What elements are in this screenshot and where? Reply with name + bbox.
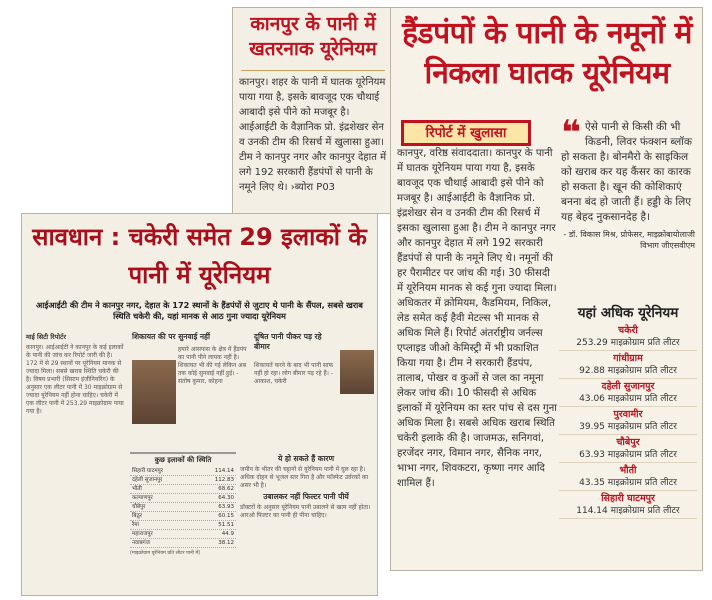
value-cell: 114.14 <box>214 468 234 474</box>
area-name: पुरवामीर <box>613 409 643 420</box>
main-body-text: कानपुर, वरिष्ठ संवाददाता। कानपुर के पानी में घातक यूरेनियम पाया गया है, इसके बावजूद एक चौथाई आबादी इसे पीने को मजबूर है। आईआईटी के वैज्ञानिक प्रो. इंद्रशेखर सेन व उनकी टीम की रिसर्च में इसका खुलासा हुआ है। टीम ने कानपुर नगर और कानपुर देहात में लगे 192 सरकारी हैंडपंपों से पानी के नमूने लिए थे। नमूनों की हर पैरामीटर पर जांच की गई। 30 फीसदी में यूरेनियम मानक से कई गुना ज्यादा मिला। अधिकतर में क्रोमियम, कैडमियम, निकिल, लेड समेत कई हैवी मेटल्स भी मानक से अधिक मिले हैं। रिपोर्ट अंतर्राष्ट्रीय जर्नल्स एप्लाइड जीओ केमिस्ट्री में भी प्रकाशित किया गया है। टीम ने सरकारी हैंडपंप, तालाब, पोखर व कुओं से जल का नमूना लेकर जांच की। 10 फीसदी से अधिक इलाकों में यूरेनियम का स्तर पांच से दस गुना अधिक मिला है। सबसे अधिक खराब स्थिति चकेरी इलाके की है। जाजमऊ, सनिगवां, हरजेंदर नगर, विमान नगर, सैनिक नगर, भाभा नगर, शिवकटरा, कृष्णा नगर आदि शामिल हैं। <box>397 148 557 489</box>
area-item <box>559 380 697 407</box>
uranium-areas-list <box>559 303 697 520</box>
area-cell: नवाबगंज <box>132 540 150 546</box>
top-clipping <box>233 8 393 213</box>
area-cell: सिहारी घाटमपुर <box>132 468 164 474</box>
causes-heading: ये हो सकते हैं कारण <box>278 454 334 463</box>
area-name: भौती <box>619 465 637 476</box>
table-row <box>130 530 236 539</box>
quote-text: ऐसे पानी से किसी की भी किडनी, लिवर फंक्शन ब्लॉक हो सकता है। बोनमैरो के साइकिल को खराब कर यह कैंसर का कारक हो सकता है। खून की कोशिकाएं बनना बंद हो जाती हैं। हड्डी के लिए यह बेहद नुकसानदेह है। <box>561 121 692 223</box>
left-subheadline: आईआईटी की टीम ने कानपुर नगर, देहात के 172 स्थानों के हैंडपंपों से जुटाए थे पानी के सैंपल, सबसे खराब स्थिति चकेरी की, यहां मानक से आठ गुना ज्यादा यूरेनियम <box>36 300 363 321</box>
left-clipping <box>22 214 377 595</box>
main-clipping <box>391 8 702 570</box>
divider <box>241 70 385 71</box>
solution-text: डॉक्टरों के अनुसार यूरेनियम पानी उबालने से खत्म नहीं होता। आरओ फिल्टर का पानी ही पीना चाहिए। <box>240 504 371 519</box>
value-cell: 51.51 <box>218 522 234 528</box>
resident-photo <box>132 360 176 424</box>
area-item <box>559 408 697 435</box>
area-cell: रैमा <box>132 522 139 528</box>
resident-photo <box>340 350 374 394</box>
value-cell: 60.15 <box>218 513 234 519</box>
causes-text: जमीन के भीतर की चट्टानों से यूरेनियम पानी में घुल रहा है। अधिक दोहन से भूजल स्तर गिरा है और फॉस्फेट उर्वरकों का असर भी है। <box>240 466 369 489</box>
areas-title: यहां अधिक यूरेनियम <box>577 305 679 321</box>
area-name: गांधीग्राम <box>613 353 643 364</box>
area-name: सिहारी घाटमपुर <box>601 493 655 504</box>
status-title: कुछ इलाकों की स्थिति <box>154 456 212 464</box>
table-row <box>130 476 236 485</box>
left-headline: सावधान : चकेरी समेत 29 इलाकों के पानी में यूरेनियम <box>32 223 367 289</box>
area-item <box>559 492 697 519</box>
value-cell: 63.93 <box>218 504 234 510</box>
table-row <box>130 485 236 494</box>
area-value: 43.06 माइक्रोग्राम प्रति लीटर <box>559 393 697 407</box>
table-row <box>130 539 236 548</box>
table-row <box>130 521 236 530</box>
value-cell: 68.62 <box>218 486 234 492</box>
area-name: चकेरी <box>618 325 638 336</box>
area-cell: दहेली सुजानपुर <box>132 477 163 483</box>
table-row <box>130 467 236 476</box>
table-row <box>130 512 236 521</box>
value-cell: 38.12 <box>218 540 234 546</box>
area-cell: बिठूर <box>132 513 143 519</box>
area-item <box>559 352 697 379</box>
area-item <box>559 324 697 351</box>
causes-section <box>240 452 372 520</box>
area-value: 39.95 माइक्रोग्राम प्रति लीटर <box>559 421 697 435</box>
left-column-text: कानपुर। आईआईटी ने कानपुर के कई इलाकों के पानी की जांच कर रिपोर्ट जारी की है। 172 में से 29 स्थानों पर यूरेनियम मानक से ज्यादा मिला। सबसे खराब स्थिति चकेरी की है। विषय प्रभारी (सिस्टम इंजीनियरिंग) के अनुसार एक लीटर पानी में 30 माइक्रोग्राम से ज्यादा यूरेनियम नहीं होना चाहिए। चकेरी में एक लीटर पानी में 253.29 माइक्रोग्राम पाया गया है। <box>26 344 124 415</box>
area-name: दहेली सुजानपुर <box>601 381 655 392</box>
table-row <box>130 494 236 503</box>
report-tag: रिपोर्ट में खुलासा <box>401 120 531 146</box>
table-note: (माइक्रोग्राम यूरेनियम प्रति लीटर पानी में) <box>130 551 201 556</box>
area-value: 114.14 माइक्रोग्राम प्रति लीटर <box>559 505 697 519</box>
value-cell: 44.9 <box>221 531 234 537</box>
status-table <box>130 452 236 556</box>
value-cell: 64.30 <box>218 495 234 501</box>
area-cell: भौती <box>132 486 142 492</box>
area-value: 63.93 माइक्रोग्राम प्रति लीटर <box>559 449 697 463</box>
area-cell: महाराजपुर <box>132 531 153 537</box>
quote-mark-icon: ❝ <box>561 113 581 153</box>
main-headline: हैंडपंपों के पानी के नमूनों में निकला घातक यूरेनियम <box>402 16 692 91</box>
expert-quote <box>561 113 695 251</box>
area-value: 253.29 माइक्रोग्राम प्रति लीटर <box>559 337 697 351</box>
area-value: 92.88 माइक्रोग्राम प्रति लीटर <box>559 365 697 379</box>
area-item <box>559 464 697 491</box>
solution-heading: उबालकर नहीं फिल्टर पानी पीयें <box>263 492 349 501</box>
area-value: 43.35 माइक्रोग्राम प्रति लीटर <box>559 477 697 491</box>
top-headline: कानपुर के पानी में खतरनाक यूरेनियम <box>249 13 377 60</box>
table-row <box>130 503 236 512</box>
byline: माई सिटी रिपोर्टर <box>26 333 66 341</box>
sick-text: शिकायतें करने के बाद भी पानी साफ नहीं हो रहा। लोग बीमार पड़ रहे हैं। - आकाश, चकेरी <box>254 362 334 385</box>
area-cell: चौबेपुर <box>132 504 146 510</box>
quote-source: - डॉ. विकास मिश्र, प्रोफेसर, माइक्रोबायोलाजी विभाग जीएसवीएम <box>563 230 695 250</box>
area-name: चौबेपुर <box>616 437 640 448</box>
sick-heading: दूषित पानी पीकर पड़ रहे बीमार <box>254 332 322 351</box>
area-item <box>559 436 697 463</box>
complaint-text: हमारे आसपास के क्षेत्र में हैंडपंप का पानी पीने लायक नहीं है। शिकायत भी की गई लेकिन अब तक कोई सुनवाई नहीं हुई। - संतोष कुमार, कोहना <box>178 346 247 385</box>
top-body-text: कानपुर। शहर के पानी में घातक यूरेनियम पाया गया है, इसके बावजूद एक चौथाई आबादी इसे पीने को मजबूर है। आईआईटी के वैज्ञानिक प्रो. इंद्रशेखर सेन व उनकी टीम की रिसर्च में खुलासा हुआ। टीम ने कानपुर नगर और कानपुर देहात में लगे 192 सरकारी हैंडपंपों से पानी के नमूने लिए थे। ›ब्योरा P03 <box>239 77 387 193</box>
value-cell: 112.83 <box>214 477 234 483</box>
left-column <box>26 332 124 416</box>
area-cell: कल्याणपुर <box>132 495 153 501</box>
complaint-heading: शिकायत की पर सुनवाई नहीं <box>132 332 210 341</box>
